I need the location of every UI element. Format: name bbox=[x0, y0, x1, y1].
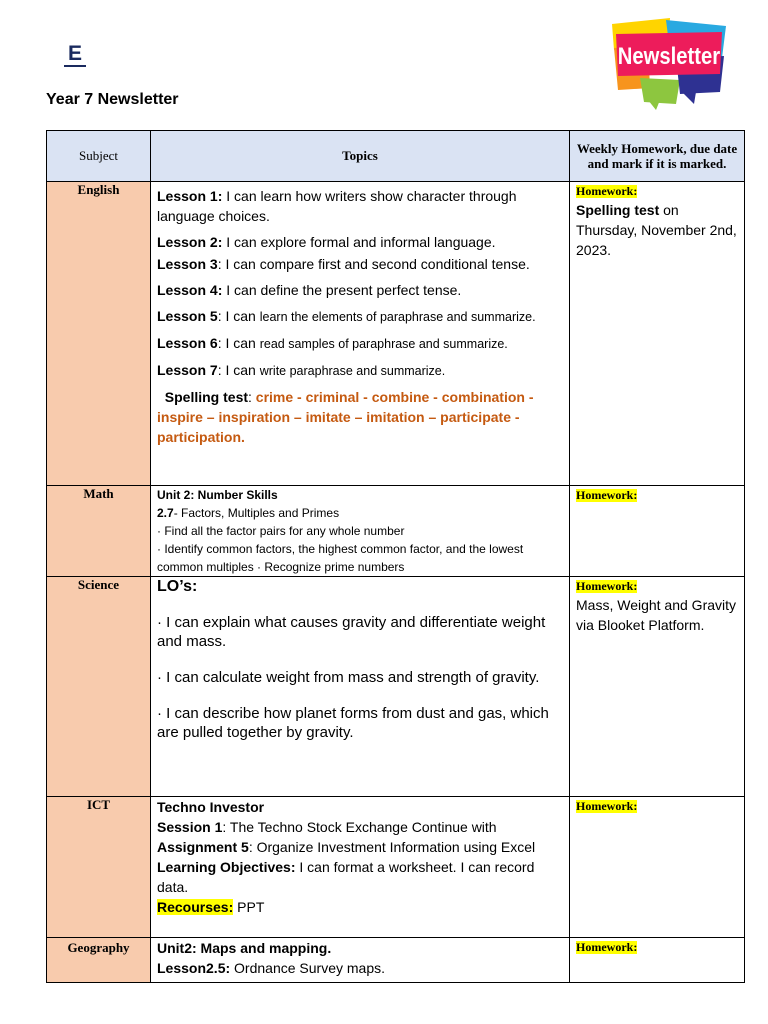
science-objective-2: · I can calculate weight from mass and strength of gravity. bbox=[157, 669, 540, 686]
table-row-science bbox=[47, 577, 745, 797]
ict-resources: Recourses: PPT bbox=[157, 899, 265, 915]
english-lesson-4: Lesson 4: I can define the present perfect tense. bbox=[157, 282, 462, 298]
table-row-ict bbox=[47, 797, 745, 938]
science-objective-1: · I can explain what causes gravity and differentiate weight and mass. bbox=[157, 614, 546, 650]
homework-geography bbox=[570, 938, 745, 983]
header-homework: Weekly Homework, due date and mark if it is marked. bbox=[570, 131, 745, 182]
ict-session: Session 1: The Techno Stock Exchange Continue with bbox=[157, 819, 497, 835]
math-objective-2: · Identify common factors, the highest common factor, and the lowest common multiples · Recognize prime numbers bbox=[157, 542, 524, 574]
table-header-row bbox=[47, 131, 745, 182]
table-row-english bbox=[47, 182, 745, 486]
header-topics: Topics bbox=[151, 131, 570, 182]
homework-text-science: Mass, Weight and Gravity via Blooket Platform. bbox=[576, 597, 737, 633]
ict-title: Techno Investor bbox=[157, 799, 265, 815]
english-lesson-7: Lesson 7: I can write paraphrase and summarize. bbox=[157, 362, 446, 378]
math-objective-1: · Find all the factor pairs for any whole number bbox=[157, 524, 405, 538]
homework-math bbox=[570, 486, 745, 577]
newsletter-badge-text: Newsletter bbox=[617, 42, 721, 70]
geography-unit: Unit2: Maps and mapping. bbox=[157, 940, 332, 956]
ict-learning-objectives: Learning Objectives: I can format a worksheet. I can record data. bbox=[157, 859, 535, 895]
table-row-math bbox=[47, 486, 745, 577]
homework-science bbox=[570, 577, 745, 797]
topics-ict bbox=[151, 797, 570, 938]
school-logo-underline bbox=[64, 65, 86, 67]
homework-label-geography: Homework: bbox=[576, 940, 638, 954]
newsletter-table bbox=[46, 130, 745, 983]
newsletter-badge bbox=[610, 18, 728, 110]
geography-lesson: Lesson2.5: Ordnance Survey maps. bbox=[157, 960, 385, 976]
english-lesson-5: Lesson 5: I can learn the elements of paraphrase and summarize. bbox=[157, 308, 536, 324]
homework-label-ict: Homework: bbox=[576, 799, 638, 813]
homework-label-science: Homework: bbox=[576, 579, 638, 593]
school-logo-letter: E bbox=[67, 42, 82, 65]
header-subject: Subject bbox=[47, 131, 151, 182]
topics-math bbox=[151, 486, 570, 577]
homework-label-english: Homework: bbox=[576, 184, 638, 198]
english-lesson-2: Lesson 2: I can explore formal and informal language. bbox=[157, 234, 496, 250]
homework-label-math: Homework: bbox=[576, 488, 638, 502]
subject-science: Science bbox=[47, 577, 151, 797]
science-objective-3: · I can describe how planet forms from dust and gas, which are pulled together by gravity. bbox=[157, 705, 549, 741]
school-logo bbox=[62, 43, 88, 69]
subject-english: English bbox=[47, 182, 151, 486]
english-spelling-test: Spelling test: crime - criminal - combine - combination - inspire – inspiration – imitate – imitation – participate - participation. bbox=[157, 389, 534, 445]
subject-math: Math bbox=[47, 486, 151, 577]
english-lesson-6: Lesson 6: I can read samples of paraphrase and summarize. bbox=[157, 335, 508, 351]
math-section: 2.7- Factors, Multiples and Primes bbox=[157, 506, 340, 520]
topics-science bbox=[151, 577, 570, 797]
table-row-geography bbox=[47, 938, 745, 983]
math-unit: Unit 2: Number Skills bbox=[157, 488, 278, 502]
science-lo-heading: LO’s: bbox=[157, 578, 198, 595]
homework-ict bbox=[570, 797, 745, 938]
subject-ict: ICT bbox=[47, 797, 151, 938]
page-title: Year 7 Newsletter bbox=[46, 91, 179, 108]
topics-geography bbox=[151, 938, 570, 983]
english-lesson-1: Lesson 1: I can learn how writers show character through language choices. bbox=[157, 188, 517, 224]
subject-geography: Geography bbox=[47, 938, 151, 983]
ict-assignment: Assignment 5: Organize Investment Information using Excel bbox=[157, 839, 536, 855]
topics-english bbox=[151, 182, 570, 486]
homework-english bbox=[570, 182, 745, 486]
homework-text-english: Spelling test on Thursday, November 2nd, 2023. bbox=[576, 202, 737, 258]
english-lesson-3: Lesson 3: I can compare first and second conditional tense. bbox=[157, 256, 530, 272]
